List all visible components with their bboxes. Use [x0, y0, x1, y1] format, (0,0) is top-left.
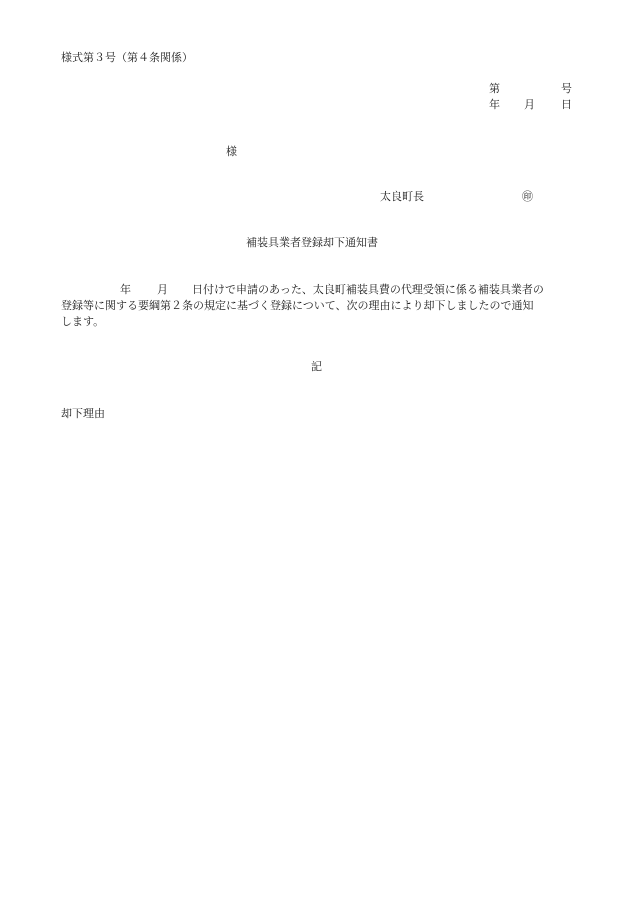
date-year-label: 年	[489, 98, 500, 111]
document-number	[489, 82, 571, 95]
date-day-label: 日	[561, 98, 572, 111]
body-line-1	[61, 282, 575, 298]
body-year-label: 年	[120, 283, 131, 296]
seal-mark: ㊞	[522, 190, 533, 203]
addressee-suffix: 様	[226, 145, 237, 158]
rejection-reason-label: 却下理由	[61, 407, 105, 420]
ki-heading: 記	[311, 360, 322, 373]
body-paragraph	[61, 282, 575, 330]
document-title: 補装具業者登録却下通知書	[246, 236, 378, 249]
form-number: 様式第３号（第４条関係）	[61, 51, 193, 64]
document-number-suffix: 号	[561, 82, 572, 95]
body-line-1-text: 日付けで申請のあった、太良町補装具費の代理受領に係る補装具業者の	[192, 283, 544, 296]
date-month-label: 月	[524, 98, 535, 111]
issuer-title: 太良町長	[380, 190, 424, 203]
document-number-prefix: 第	[489, 82, 500, 95]
issue-date	[489, 98, 571, 111]
body-month-label: 月	[157, 283, 168, 296]
body-line-2	[61, 298, 575, 314]
body-line-2-text: 登録等に関する要綱第２条の規定に基づく登録について、次の理由により却下しましたので通知	[61, 299, 534, 312]
body-line-3	[61, 314, 575, 330]
body-line-3-text: します。	[61, 315, 105, 328]
